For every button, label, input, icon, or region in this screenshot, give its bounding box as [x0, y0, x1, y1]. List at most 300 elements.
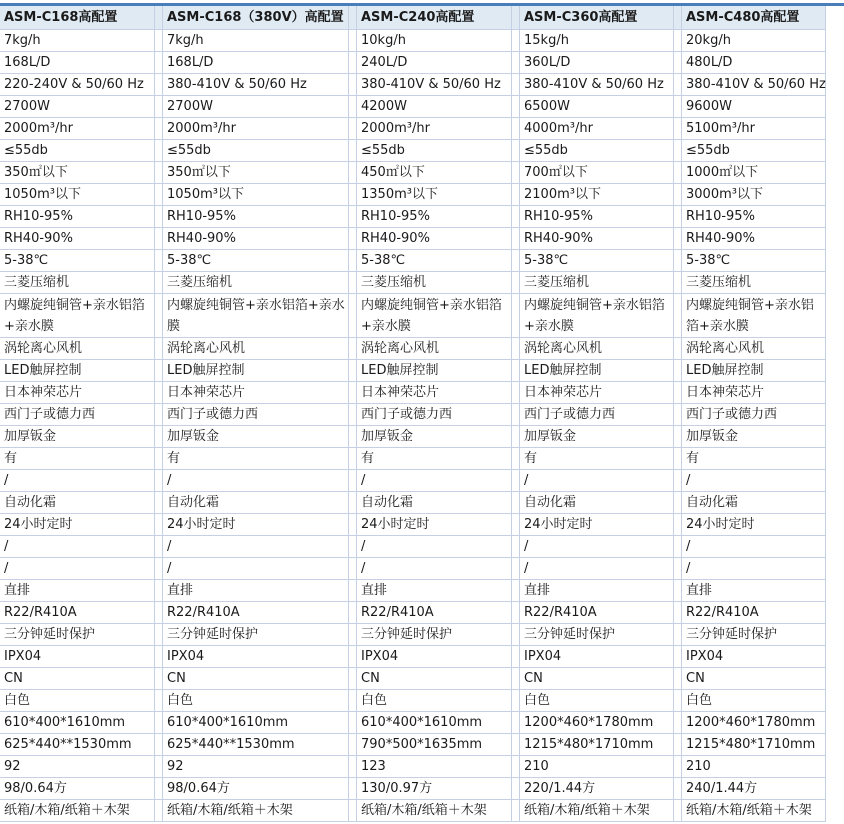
spacer-cell: [512, 646, 520, 668]
spacer-cell: [512, 558, 520, 580]
spec-cell[interactable]: IPX04: [520, 646, 674, 668]
spacer-cell: [349, 646, 357, 668]
spacer-cell: [674, 602, 682, 624]
spec-cell[interactable]: /: [0, 470, 155, 492]
spacer-cell: [512, 734, 520, 756]
spacer-cell: [155, 712, 163, 734]
spec-cell[interactable]: RH10-95%: [520, 206, 674, 228]
spec-cell[interactable]: R22/R410A: [520, 602, 674, 624]
spec-cell[interactable]: 1000㎡以下: [682, 162, 826, 184]
spacer-cell: [512, 712, 520, 734]
spec-cell[interactable]: 白色: [357, 690, 512, 712]
spec-cell[interactable]: 380-410V & 50/60 Hz: [520, 74, 674, 96]
table-row: [0, 712, 844, 734]
spec-cell[interactable]: 1215*480*1710mm: [520, 734, 674, 756]
spec-cell[interactable]: RH40-90%: [163, 228, 349, 250]
table-row: [0, 228, 844, 250]
spec-cell[interactable]: 西门子或德力西: [0, 404, 155, 426]
right-margin-cell: [826, 800, 844, 822]
spec-cell[interactable]: 直排: [682, 580, 826, 602]
spec-cell[interactable]: 3000m³以下: [682, 184, 826, 206]
spacer-cell: [349, 96, 357, 118]
spacer-cell: [349, 140, 357, 162]
spec-cell[interactable]: 24小时定时: [682, 514, 826, 536]
spec-cell[interactable]: R22/R410A: [163, 602, 349, 624]
spacer-cell: [674, 426, 682, 448]
spec-cell[interactable]: RH40-90%: [357, 228, 512, 250]
spec-cell[interactable]: LED触屏控制: [0, 360, 155, 382]
spec-cell[interactable]: 日本神荣芯片: [163, 382, 349, 404]
spec-cell[interactable]: 西门子或德力西: [520, 404, 674, 426]
spec-cell[interactable]: 350㎡以下: [163, 162, 349, 184]
right-margin-cell: [826, 52, 844, 74]
spec-cell[interactable]: 24小时定时: [163, 514, 349, 536]
spacer-cell: [155, 250, 163, 272]
spacer-cell: [155, 448, 163, 470]
spacer-cell: [512, 492, 520, 514]
spacer-cell: [674, 734, 682, 756]
spec-cell[interactable]: R22/R410A: [357, 602, 512, 624]
spec-cell[interactable]: 三菱压缩机: [0, 272, 155, 294]
spacer-cell: [349, 756, 357, 778]
table-row: [0, 492, 844, 514]
spec-cell[interactable]: 168L/D: [0, 52, 155, 74]
table-row: [0, 734, 844, 756]
right-margin-cell: [826, 712, 844, 734]
spec-cell[interactable]: 1215*480*1710mm: [682, 734, 826, 756]
spec-cell[interactable]: 610*400*1610mm: [163, 712, 349, 734]
spec-cell[interactable]: 三菱压缩机: [357, 272, 512, 294]
spec-cell[interactable]: 内螺旋纯铜管+亲水铝箔+亲水膜: [520, 294, 674, 338]
spacer-cell: [674, 514, 682, 536]
right-margin-cell: [826, 206, 844, 228]
spec-cell[interactable]: 450㎡以下: [357, 162, 512, 184]
spacer-cell: [349, 74, 357, 96]
spacer-cell: [155, 734, 163, 756]
spacer-cell: [349, 426, 357, 448]
table-row: [0, 514, 844, 536]
spec-cell[interactable]: R22/R410A: [682, 602, 826, 624]
spacer-cell: [155, 338, 163, 360]
right-margin-cell: [826, 778, 844, 800]
spacer-cell: [512, 272, 520, 294]
spec-cell[interactable]: 625*440**1530mm: [0, 734, 155, 756]
spacer-cell: [155, 96, 163, 118]
right-margin-cell: [826, 492, 844, 514]
spec-cell[interactable]: 1050m³以下: [163, 184, 349, 206]
spec-cell[interactable]: 西门子或德力西: [357, 404, 512, 426]
spec-cell[interactable]: 涡轮离心风机: [682, 338, 826, 360]
spec-cell[interactable]: 白色: [0, 690, 155, 712]
spec-cell[interactable]: LED触屏控制: [357, 360, 512, 382]
spacer-cell: [155, 74, 163, 96]
spec-cell[interactable]: /: [0, 558, 155, 580]
spec-cell[interactable]: CN: [520, 668, 674, 690]
spec-cell[interactable]: 纸箱/木箱/纸箱＋木架: [520, 800, 674, 822]
spec-cell[interactable]: 白色: [163, 690, 349, 712]
spacer-cell: [155, 536, 163, 558]
spec-cell[interactable]: ≤55db: [357, 140, 512, 162]
spec-cell[interactable]: 加厚钣金: [0, 426, 155, 448]
spec-cell[interactable]: RH10-95%: [682, 206, 826, 228]
right-margin-cell: [826, 30, 844, 52]
spec-cell[interactable]: 三菱压缩机: [682, 272, 826, 294]
table-row: [0, 646, 844, 668]
table-row: [0, 272, 844, 294]
spec-cell[interactable]: /: [357, 536, 512, 558]
spec-cell[interactable]: RH10-95%: [357, 206, 512, 228]
spec-cell[interactable]: RH40-90%: [0, 228, 155, 250]
spec-cell[interactable]: 625*440**1530mm: [163, 734, 349, 756]
spec-cell[interactable]: 涡轮离心风机: [357, 338, 512, 360]
spec-cell[interactable]: 有: [520, 448, 674, 470]
spacer-cell: [674, 712, 682, 734]
spec-comparison-table: [0, 6, 844, 822]
spacer-cell: [155, 140, 163, 162]
spec-cell[interactable]: /: [520, 470, 674, 492]
spacer-cell: [674, 228, 682, 250]
spec-cell[interactable]: IPX04: [357, 646, 512, 668]
spec-cell[interactable]: 涡轮离心风机: [520, 338, 674, 360]
right-margin-cell: [826, 404, 844, 426]
right-margin-cell: [826, 448, 844, 470]
right-margin-cell: [826, 734, 844, 756]
spacer-cell: [349, 536, 357, 558]
spec-cell[interactable]: 5-38℃: [163, 250, 349, 272]
spec-cell[interactable]: 2000m³/hr: [357, 118, 512, 140]
spacer-cell: [349, 360, 357, 382]
spacer-cell: [512, 52, 520, 74]
spacer-cell: [512, 756, 520, 778]
spec-cell[interactable]: 130/0.97方: [357, 778, 512, 800]
spec-cell[interactable]: 加厚钣金: [163, 426, 349, 448]
spec-cell[interactable]: 1350m³以下: [357, 184, 512, 206]
spec-cell[interactable]: 15kg/h: [520, 30, 674, 52]
table-row: [0, 338, 844, 360]
spacer-cell: [674, 756, 682, 778]
spec-cell[interactable]: 加厚钣金: [682, 426, 826, 448]
spec-cell[interactable]: 三分钟延时保护: [682, 624, 826, 646]
spacer-cell: [155, 52, 163, 74]
spec-cell[interactable]: /: [682, 558, 826, 580]
spacer-cell: [674, 118, 682, 140]
spec-cell[interactable]: 700㎡以下: [520, 162, 674, 184]
spec-cell[interactable]: 220-240V & 50/60 Hz: [0, 74, 155, 96]
spacer-cell: [512, 250, 520, 272]
spec-cell[interactable]: 自动化霜: [682, 492, 826, 514]
spec-cell[interactable]: 日本神荣芯片: [520, 382, 674, 404]
spec-cell[interactable]: 240/1.44方: [682, 778, 826, 800]
spec-cell[interactable]: LED触屏控制: [163, 360, 349, 382]
spacer-cell: [674, 294, 682, 338]
spec-cell[interactable]: 三菱压缩机: [163, 272, 349, 294]
spec-cell[interactable]: 20kg/h: [682, 30, 826, 52]
spec-cell[interactable]: 7kg/h: [0, 30, 155, 52]
spec-cell[interactable]: 350㎡以下: [0, 162, 155, 184]
header-cell[interactable]: ASM-C168高配置: [0, 6, 155, 30]
spec-cell[interactable]: 自动化霜: [163, 492, 349, 514]
table-row: [0, 602, 844, 624]
spec-cell[interactable]: 10kg/h: [357, 30, 512, 52]
spec-cell[interactable]: 三分钟延时保护: [0, 624, 155, 646]
spacer-cell: [155, 272, 163, 294]
spacer-cell: [512, 800, 520, 822]
spacer-cell: [674, 558, 682, 580]
table-row: [0, 690, 844, 712]
spec-cell[interactable]: 2700W: [0, 96, 155, 118]
spacer-cell: [512, 96, 520, 118]
spec-cell[interactable]: 1200*460*1780mm: [520, 712, 674, 734]
spec-cell[interactable]: 210: [682, 756, 826, 778]
spec-cell[interactable]: 480L/D: [682, 52, 826, 74]
spec-cell[interactable]: /: [520, 536, 674, 558]
spec-cell[interactable]: 24小时定时: [0, 514, 155, 536]
spec-cell[interactable]: 西门子或德力西: [682, 404, 826, 426]
spacer-cell: [512, 228, 520, 250]
spec-cell[interactable]: 西门子或德力西: [163, 404, 349, 426]
spec-cell[interactable]: 白色: [520, 690, 674, 712]
spec-cell[interactable]: 加厚钣金: [357, 426, 512, 448]
spec-cell[interactable]: 5-38℃: [357, 250, 512, 272]
spec-cell[interactable]: 1050m³以下: [0, 184, 155, 206]
spec-cell[interactable]: 210: [520, 756, 674, 778]
spec-cell[interactable]: /: [163, 558, 349, 580]
spec-cell[interactable]: 纸箱/木箱/纸箱＋木架: [357, 800, 512, 822]
spacer-cell: [155, 800, 163, 822]
spec-cell[interactable]: 纸箱/木箱/纸箱＋木架: [163, 800, 349, 822]
spec-cell[interactable]: /: [163, 536, 349, 558]
table-row: [0, 96, 844, 118]
spacer-cell: [349, 184, 357, 206]
spec-cell[interactable]: CN: [163, 668, 349, 690]
spec-cell[interactable]: 5-38℃: [520, 250, 674, 272]
spec-cell[interactable]: ≤55db: [163, 140, 349, 162]
spacer-cell: [349, 734, 357, 756]
spec-cell[interactable]: 有: [682, 448, 826, 470]
spec-cell[interactable]: /: [357, 470, 512, 492]
spacer-cell: [349, 250, 357, 272]
spec-cell[interactable]: 24小时定时: [520, 514, 674, 536]
spec-cell[interactable]: 内螺旋纯铜管+亲水铝箔+亲水膜: [0, 294, 155, 338]
right-margin-cell: [826, 426, 844, 448]
spacer-cell: [155, 646, 163, 668]
spacer-cell: [674, 536, 682, 558]
spec-cell[interactable]: 纸箱/木箱/纸箱＋木架: [0, 800, 155, 822]
spacer-cell: [512, 184, 520, 206]
spec-cell[interactable]: 三分钟延时保护: [520, 624, 674, 646]
spec-cell[interactable]: 1200*460*1780mm: [682, 712, 826, 734]
spacer-cell: [155, 30, 163, 52]
spec-cell[interactable]: /: [163, 470, 349, 492]
spec-cell[interactable]: 5100m³/hr: [682, 118, 826, 140]
spec-cell[interactable]: 日本神荣芯片: [0, 382, 155, 404]
spacer-cell: [155, 514, 163, 536]
spec-cell[interactable]: 直排: [163, 580, 349, 602]
spec-cell[interactable]: 有: [0, 448, 155, 470]
spacer-cell: [155, 580, 163, 602]
spec-cell[interactable]: 有: [357, 448, 512, 470]
spec-cell[interactable]: 4000m³/hr: [520, 118, 674, 140]
spec-cell[interactable]: RH10-95%: [163, 206, 349, 228]
table-row: [0, 668, 844, 690]
spec-cell[interactable]: 2100m³以下: [520, 184, 674, 206]
spacer-cell: [512, 6, 520, 30]
right-margin-cell: [826, 602, 844, 624]
spec-cell[interactable]: 98/0.64方: [0, 778, 155, 800]
header-cell[interactable]: ASM-C480高配置: [682, 6, 826, 30]
table-row: [0, 294, 844, 338]
table-row: [0, 470, 844, 492]
spacer-cell: [674, 580, 682, 602]
spec-cell[interactable]: 三菱压缩机: [520, 272, 674, 294]
spec-cell[interactable]: 内螺旋纯铜管+亲水铝箔+亲水膜: [682, 294, 826, 338]
spec-cell[interactable]: /: [682, 536, 826, 558]
spacer-cell: [512, 426, 520, 448]
spec-cell[interactable]: 4200W: [357, 96, 512, 118]
right-margin-cell: [826, 580, 844, 602]
spec-cell[interactable]: 5-38℃: [0, 250, 155, 272]
spec-cell[interactable]: 168L/D: [163, 52, 349, 74]
spec-cell[interactable]: 2000m³/hr: [0, 118, 155, 140]
header-cell[interactable]: ASM-C240高配置: [357, 6, 512, 30]
spacer-cell: [155, 162, 163, 184]
spacer-cell: [674, 96, 682, 118]
spec-cell[interactable]: 5-38℃: [682, 250, 826, 272]
spacer-cell: [674, 162, 682, 184]
spec-cell[interactable]: 直排: [0, 580, 155, 602]
spec-cell[interactable]: IPX04: [0, 646, 155, 668]
spec-cell[interactable]: 自动化霜: [0, 492, 155, 514]
spec-cell[interactable]: /: [520, 558, 674, 580]
spec-cell[interactable]: 涡轮离心风机: [163, 338, 349, 360]
spec-cell[interactable]: RH40-90%: [520, 228, 674, 250]
spec-cell[interactable]: /: [682, 470, 826, 492]
right-margin-cell: [826, 756, 844, 778]
header-cell[interactable]: ASM-C168（380V）高配置: [163, 6, 349, 30]
spacer-cell: [674, 250, 682, 272]
spec-cell[interactable]: 98/0.64方: [163, 778, 349, 800]
spec-cell[interactable]: 92: [0, 756, 155, 778]
spec-cell[interactable]: 纸箱/木箱/纸箱＋木架: [682, 800, 826, 822]
spacer-cell: [512, 690, 520, 712]
spacer-cell: [674, 382, 682, 404]
spacer-cell: [155, 6, 163, 30]
spacer-cell: [512, 74, 520, 96]
spacer-cell: [155, 756, 163, 778]
spacer-cell: [155, 778, 163, 800]
spec-cell[interactable]: 123: [357, 756, 512, 778]
spacer-cell: [349, 404, 357, 426]
spec-cell[interactable]: 610*400*1610mm: [357, 712, 512, 734]
spec-cell[interactable]: 610*400*1610mm: [0, 712, 155, 734]
spacer-cell: [512, 382, 520, 404]
spec-cell[interactable]: 6500W: [520, 96, 674, 118]
spacer-cell: [674, 360, 682, 382]
spec-cell[interactable]: 内螺旋纯铜管+亲水铝箔+亲水膜: [163, 294, 349, 338]
table-row: [0, 624, 844, 646]
spec-cell[interactable]: 380-410V & 50/60 Hz: [163, 74, 349, 96]
spacer-cell: [674, 206, 682, 228]
right-margin-cell: [826, 668, 844, 690]
spec-cell[interactable]: /: [357, 558, 512, 580]
spacer-cell: [349, 52, 357, 74]
spec-cell[interactable]: ≤55db: [520, 140, 674, 162]
spec-cell[interactable]: CN: [0, 668, 155, 690]
spacer-cell: [512, 360, 520, 382]
spec-cell[interactable]: 2000m³/hr: [163, 118, 349, 140]
spec-cell[interactable]: ≤55db: [682, 140, 826, 162]
spec-cell[interactable]: 白色: [682, 690, 826, 712]
spec-cell[interactable]: 直排: [520, 580, 674, 602]
spec-cell[interactable]: 24小时定时: [357, 514, 512, 536]
spec-cell[interactable]: R22/R410A: [0, 602, 155, 624]
spec-cell[interactable]: 日本神荣芯片: [682, 382, 826, 404]
spec-cell[interactable]: 加厚钣金: [520, 426, 674, 448]
spec-cell[interactable]: /: [0, 536, 155, 558]
spacer-cell: [349, 514, 357, 536]
spec-cell[interactable]: 日本神荣芯片: [357, 382, 512, 404]
spec-cell[interactable]: ≤55db: [0, 140, 155, 162]
spec-cell[interactable]: 内螺旋纯铜管+亲水铝箔+亲水膜: [357, 294, 512, 338]
spacer-cell: [512, 580, 520, 602]
spacer-cell: [674, 30, 682, 52]
spec-cell[interactable]: CN: [357, 668, 512, 690]
spacer-cell: [674, 404, 682, 426]
spec-cell[interactable]: 7kg/h: [163, 30, 349, 52]
table-row: [0, 756, 844, 778]
spacer-cell: [512, 536, 520, 558]
spacer-cell: [349, 6, 357, 30]
spec-cell[interactable]: RH10-95%: [0, 206, 155, 228]
spec-cell[interactable]: 有: [163, 448, 349, 470]
spacer-cell: [155, 690, 163, 712]
spec-cell[interactable]: 790*500*1635mm: [357, 734, 512, 756]
header-cell[interactable]: ASM-C360高配置: [520, 6, 674, 30]
spec-cell[interactable]: LED触屏控制: [520, 360, 674, 382]
spacer-cell: [349, 470, 357, 492]
spec-cell[interactable]: 360L/D: [520, 52, 674, 74]
spec-cell[interactable]: 92: [163, 756, 349, 778]
spec-cell[interactable]: IPX04: [163, 646, 349, 668]
table-row: [0, 382, 844, 404]
spacer-cell: [674, 448, 682, 470]
right-margin-cell: [826, 514, 844, 536]
spec-cell[interactable]: 三分钟延时保护: [163, 624, 349, 646]
right-margin-cell: [826, 162, 844, 184]
spec-cell[interactable]: 240L/D: [357, 52, 512, 74]
spec-cell[interactable]: 380-410V & 50/60 Hz: [682, 74, 826, 96]
spacer-cell: [155, 602, 163, 624]
spec-cell[interactable]: 2700W: [163, 96, 349, 118]
spec-cell[interactable]: 涡轮离心风机: [0, 338, 155, 360]
spec-cell[interactable]: 9600W: [682, 96, 826, 118]
spec-cell[interactable]: 自动化霜: [357, 492, 512, 514]
spec-cell[interactable]: 三分钟延时保护: [357, 624, 512, 646]
spec-cell[interactable]: 直排: [357, 580, 512, 602]
right-margin-cell: [826, 360, 844, 382]
spec-cell[interactable]: IPX04: [682, 646, 826, 668]
spec-cell[interactable]: 220/1.44方: [520, 778, 674, 800]
spacer-cell: [512, 118, 520, 140]
spec-cell[interactable]: 380-410V & 50/60 Hz: [357, 74, 512, 96]
spacer-cell: [512, 404, 520, 426]
table-row: [0, 580, 844, 602]
spec-cell[interactable]: RH40-90%: [682, 228, 826, 250]
right-margin-cell: [826, 140, 844, 162]
spec-cell[interactable]: LED触屏控制: [682, 360, 826, 382]
spec-cell[interactable]: 自动化霜: [520, 492, 674, 514]
spec-cell[interactable]: CN: [682, 668, 826, 690]
